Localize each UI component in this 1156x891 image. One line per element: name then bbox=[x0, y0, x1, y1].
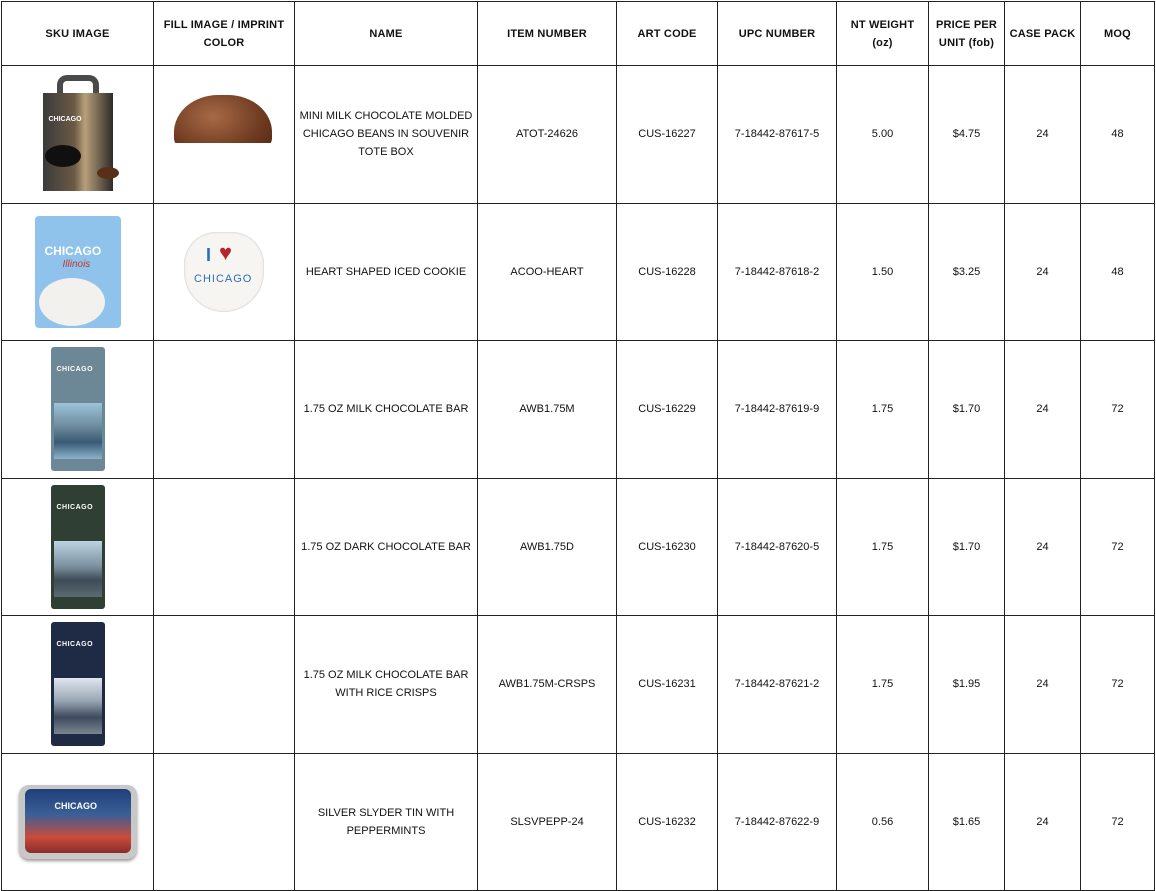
art-code-cell: CUS-16228 bbox=[617, 203, 718, 341]
upc-number-cell: 7-18442-87617-5 bbox=[718, 66, 837, 204]
art-code-cell: CUS-16229 bbox=[617, 341, 718, 479]
case-pack-cell: 24 bbox=[1005, 341, 1081, 479]
price-cell: $4.75 bbox=[929, 66, 1005, 204]
item-number-cell: AWB1.75M bbox=[478, 341, 617, 479]
name-line2: WITH RICE CRISPS bbox=[335, 687, 437, 700]
art-code-cell: CUS-16231 bbox=[617, 616, 718, 754]
chocolate-bean-image bbox=[174, 89, 274, 179]
bar-label: CHICAGO bbox=[56, 503, 94, 511]
case-pack-cell: 24 bbox=[1005, 478, 1081, 616]
moq-cell: 48 bbox=[1081, 66, 1155, 204]
name-cell bbox=[295, 616, 478, 754]
fill-image-cell bbox=[154, 753, 295, 891]
name-line2: PEPPERMINTS bbox=[346, 824, 426, 837]
cookie-text: CHICAGO bbox=[194, 272, 253, 285]
tote-bean-pile bbox=[45, 145, 81, 167]
name-cell bbox=[295, 66, 478, 204]
tote-bean bbox=[97, 167, 119, 179]
price-cell: $1.70 bbox=[929, 478, 1005, 616]
moq-cell: 48 bbox=[1081, 203, 1155, 341]
moq-cell: 72 bbox=[1081, 478, 1155, 616]
heart-icon: ♥ bbox=[219, 239, 233, 265]
case-pack-cell: 24 bbox=[1005, 616, 1081, 754]
table-header bbox=[2, 2, 1155, 66]
moq-cell: 72 bbox=[1081, 753, 1155, 891]
table-body bbox=[2, 66, 1155, 891]
header-moq: MOQ bbox=[1081, 2, 1155, 66]
bag-label: CHICAGO bbox=[44, 243, 102, 258]
price-cell: $1.65 bbox=[929, 753, 1005, 891]
name-cell: 1.75 OZ DARK CHOCOLATE BAR bbox=[295, 478, 478, 616]
item-number-cell: SLSVPEPP-24 bbox=[478, 753, 617, 891]
upc-number-cell: 7-18442-87622-9 bbox=[718, 753, 837, 891]
price-cell: $1.70 bbox=[929, 341, 1005, 479]
tin-label: CHICAGO bbox=[54, 800, 97, 811]
bar-train-scene bbox=[54, 678, 102, 734]
fill-image-cell bbox=[154, 203, 295, 341]
name-line1: MINI MILK CHOCOLATE MOLDED bbox=[299, 110, 473, 123]
fill-image-cell bbox=[154, 341, 295, 479]
header-fill-image-line2: COLOR bbox=[203, 36, 245, 49]
nt-weight-cell: 1.75 bbox=[837, 478, 929, 616]
tote-box-image bbox=[35, 75, 121, 193]
name-line3: TOTE BOX bbox=[358, 146, 414, 159]
price-cell: $3.25 bbox=[929, 203, 1005, 341]
table-row bbox=[2, 753, 1155, 891]
upc-number-cell: 7-18442-87620-5 bbox=[718, 478, 837, 616]
sku-table bbox=[1, 1, 1155, 891]
art-code-cell: CUS-16230 bbox=[617, 478, 718, 616]
cookie-i-text: I bbox=[206, 244, 212, 265]
header-price-line1: PRICE PER bbox=[935, 18, 998, 31]
case-pack-cell: 24 bbox=[1005, 203, 1081, 341]
nt-weight-cell: 1.75 bbox=[837, 341, 929, 479]
nt-weight-cell: 0.56 bbox=[837, 753, 929, 891]
sku-image-cell bbox=[2, 616, 154, 754]
header-name: NAME bbox=[295, 2, 478, 66]
header-case-pack: CASE PACK bbox=[1005, 2, 1081, 66]
item-number-cell: ATOT-24626 bbox=[478, 66, 617, 204]
case-pack-cell: 24 bbox=[1005, 753, 1081, 891]
price-cell: $1.95 bbox=[929, 616, 1005, 754]
name-line1: SILVER SLYDER TIN WITH bbox=[317, 806, 455, 819]
nt-weight-cell: 1.50 bbox=[837, 203, 929, 341]
nt-weight-cell: 5.00 bbox=[837, 66, 929, 204]
fill-image-cell bbox=[154, 66, 295, 204]
art-code-cell: CUS-16227 bbox=[617, 66, 718, 204]
bar-skyline bbox=[54, 403, 102, 459]
name-line2: CHICAGO BEANS IN SOUVENIR bbox=[302, 128, 470, 141]
bar-label: CHICAGO bbox=[56, 366, 94, 374]
tote-label: CHICAGO bbox=[48, 116, 82, 124]
header-upc-number: UPC NUMBER bbox=[718, 2, 837, 66]
art-code-cell: CUS-16232 bbox=[617, 753, 718, 891]
table-row bbox=[2, 478, 1155, 616]
bean-crop bbox=[174, 143, 274, 179]
bar-lion-statue bbox=[54, 541, 102, 597]
name-cell: 1.75 OZ MILK CHOCOLATE BAR bbox=[295, 341, 478, 479]
upc-number-cell: 7-18442-87621-2 bbox=[718, 616, 837, 754]
moq-cell: 72 bbox=[1081, 616, 1155, 754]
case-pack-cell: 24 bbox=[1005, 66, 1081, 204]
header-sku-image: SKU IMAGE bbox=[2, 2, 154, 66]
item-number-cell: ACOO-HEART bbox=[478, 203, 617, 341]
fill-image-cell bbox=[154, 616, 295, 754]
heart-cookie-image bbox=[184, 232, 264, 312]
cookie-bag-image bbox=[35, 216, 121, 328]
header-nt-weight: NT WEIGHT (oz) bbox=[837, 2, 929, 66]
dark-chocolate-bar-image bbox=[51, 485, 105, 609]
name-cell: HEART SHAPED ICED COOKIE bbox=[295, 203, 478, 341]
sku-image-cell bbox=[2, 66, 154, 204]
slyder-tin-image bbox=[19, 785, 137, 859]
header-fill-image bbox=[154, 2, 295, 66]
rice-crisp-bar-image bbox=[51, 622, 105, 746]
table-row bbox=[2, 66, 1155, 204]
header-fill-image-line1: FILL IMAGE / IMPRINT bbox=[163, 18, 285, 31]
table-row bbox=[2, 203, 1155, 341]
bar-label: CHICAGO bbox=[56, 641, 94, 649]
table-row bbox=[2, 616, 1155, 754]
moq-cell: 72 bbox=[1081, 341, 1155, 479]
bag-sublabel: Illinois bbox=[62, 258, 91, 270]
sku-image-cell bbox=[2, 478, 154, 616]
upc-number-cell: 7-18442-87618-2 bbox=[718, 203, 837, 341]
header-price bbox=[929, 2, 1005, 66]
upc-number-cell: 7-18442-87619-9 bbox=[718, 341, 837, 479]
sku-image-cell bbox=[2, 341, 154, 479]
bag-cookie-window bbox=[39, 278, 105, 326]
item-number-cell: AWB1.75M-CRSPS bbox=[478, 616, 617, 754]
sku-image-cell bbox=[2, 203, 154, 341]
header-item-number: ITEM NUMBER bbox=[478, 2, 617, 66]
sku-image-cell bbox=[2, 753, 154, 891]
item-number-cell: AWB1.75D bbox=[478, 478, 617, 616]
header-price-line2: UNIT (fob) bbox=[938, 36, 995, 49]
fill-image-cell bbox=[154, 478, 295, 616]
table-row bbox=[2, 341, 1155, 479]
milk-chocolate-bar-image bbox=[51, 347, 105, 471]
name-cell bbox=[295, 753, 478, 891]
header-row bbox=[2, 2, 1155, 66]
header-art-code: ART CODE bbox=[617, 2, 718, 66]
nt-weight-cell: 1.75 bbox=[837, 616, 929, 754]
name-line1: 1.75 OZ MILK CHOCOLATE BAR bbox=[303, 669, 469, 682]
